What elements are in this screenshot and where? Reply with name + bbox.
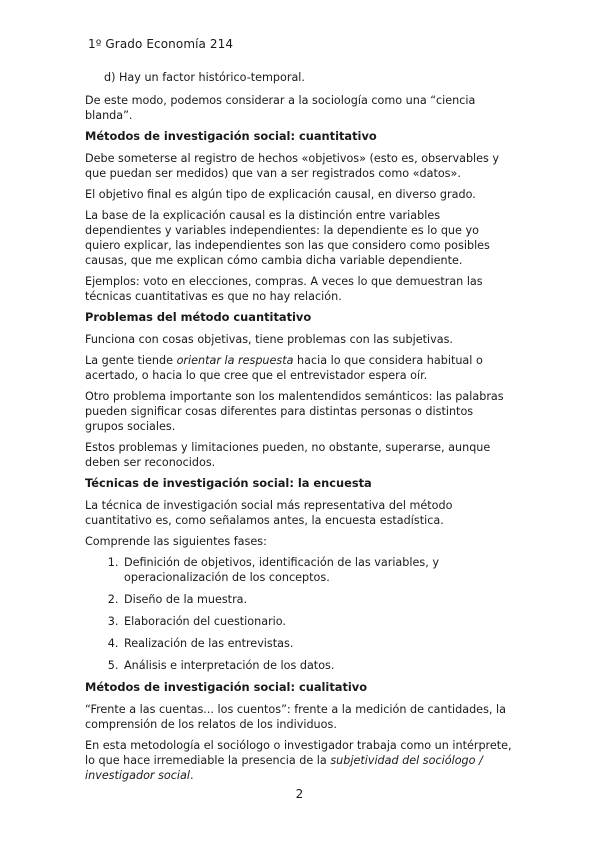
paragraph [85, 738, 515, 783]
paragraph: “Frente a las cuentas... los cuentos”: frente a la medición de cantidades, la comprensión de los relatos de los individuos. [85, 703, 506, 731]
list-item: 2. Diseño de la muestra. [122, 592, 515, 607]
section-heading-qualitative: Métodos de investigación social: cualitativo [85, 680, 368, 694]
paragraph: El objetivo final es algún tipo de explicación causal, en diverso grado. [85, 188, 476, 201]
list-item: 1. Definición de objetivos, identificación de las variables, y operacionalización de los conceptos. [122, 555, 515, 585]
paragraph: Comprende las siguientes fases: [85, 535, 267, 548]
list-item: 3. Elaboración del cuestionario. [122, 614, 515, 629]
text-run: En esta metodología el sociólogo o investigador trabaja como un intérprete, lo que hace irremediable la presencia de la [85, 739, 512, 767]
emphasized-text: subjetividad del sociólogo / investigador social [85, 754, 483, 782]
paragraph: Ejemplos: voto en elecciones, compras. A veces lo que demuestran las técnicas cuantitativas es que no hay relación. [85, 275, 483, 303]
paragraph: La base de la explicación causal es la distinción entre variables dependientes y variables independientes: la dependiente es lo que yo quiero explicar, las independientes son las que considero como posibles causas, que me explican cómo cambia dicha variable dependiente. [85, 209, 490, 267]
text-run: . [189, 769, 194, 782]
section-heading-quantitative: Métodos de investigación social: cuantitativo [85, 129, 377, 143]
text-run: La gente tiende [85, 354, 177, 367]
phases-list [85, 555, 515, 673]
page-number: 2 [295, 787, 304, 801]
list-item: 4. Realización de las entrevistas. [122, 636, 515, 651]
paragraph: Otro problema importante son los malentendidos semánticos: las palabras pueden significar cosas diferentes para distintas personas o distintos grupos sociales. [85, 390, 504, 433]
section-heading-survey: Técnicas de investigación social: la encuesta [85, 476, 372, 490]
paragraph: Estos problemas y limitaciones pueden, no obstante, superarse, aunque deben ser reconocidos. [85, 441, 491, 469]
paragraph: Funciona con cosas objetivas, tiene problemas con las subjetivas. [85, 333, 453, 346]
page-header: 1º Grado Economía 214 [88, 37, 234, 51]
paragraph: De este modo, podemos considerar a la sociología como una “ciencia blanda”. [85, 94, 476, 122]
list-item-d: d) Hay un factor histórico-temporal. [104, 71, 305, 84]
list-item: 5. Análisis e interpretación de los datos. [122, 658, 515, 673]
text-run: hacia lo que considera habitual o acertado, o hacia lo que cree que el entrevistador espera oír. [85, 354, 483, 382]
paragraph: Debe someterse al registro de hechos «objetivos» (esto es, observables y que puedan ser medidos) que van a ser registrados como «datos». [85, 152, 500, 180]
document-body [85, 70, 515, 789]
section-heading-problems: Problemas del método cuantitativo [85, 310, 312, 324]
paragraph: La técnica de investigación social más representativa del método cuantitativo es, como señalamos antes, la encuesta estadística. [85, 499, 453, 527]
emphasized-text: orientar la respuesta [176, 354, 294, 367]
paragraph [85, 353, 515, 383]
